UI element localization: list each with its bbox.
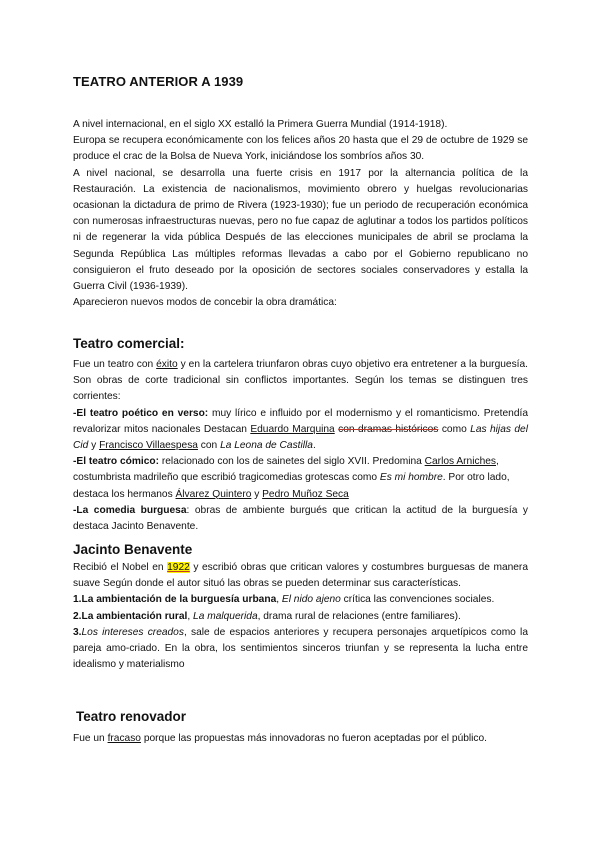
struck-text: con dramas históricos <box>338 423 439 435</box>
underlined-word: éxito <box>156 359 178 370</box>
intro-paragraph: A nivel nacional, se desarrolla una fuerte crisis en 1917 por la alternancia política de la Restauración. La existencia de nacionalismos, movimiento obrero y huelgas revolucionarias ocasionan la dictadura de primo de Rivera (1923-1930); fue un periodo de recuperación económica con numerosas infraestructuras nuevas, pero no fue capaz de aglutinar a todos los partidos políticos ni de regenerar la vida pública Después de las elecciones municipales de abril se proclama la Segunda República Las múltiples reformas llevadas a cabo por el Gobierno republicano no consiguieron el fruto deseado por la oposición de sectores sociales conservadores y estalla la Guerra Civil (1936-1939). <box>73 167 528 293</box>
text-run: . <box>312 440 316 452</box>
underlined-word: fracaso <box>107 733 141 744</box>
burguesa-paragraph <box>73 503 528 535</box>
item-label: 3. <box>73 626 82 638</box>
text-run: y en la cartelera triunfaron obras cuyo objetivo era entretener a la burguesía. Son obras de corte tradicional sin conflictos importantes. Según los temas se distinguen tres corrientes: <box>73 359 528 403</box>
section-heading-comercial: Teatro comercial: <box>73 336 185 351</box>
text-run: y escribió obras que critican valores y costumbres burguesas de manera suave Según donde el autor situó las obras se pueden determinar sus características. <box>73 562 528 590</box>
jacinto-item-3 <box>73 625 528 674</box>
text-run: Fue un <box>73 733 108 744</box>
author-seca: Pedro Muñoz Seca <box>262 488 349 500</box>
renovador-paragraph <box>73 731 528 747</box>
renovador-section <box>73 731 528 747</box>
text-run: , costumbrista madrileño que escribió tragicomedias grotescas como <box>73 456 499 484</box>
work-title: La Leona de Castilla <box>220 440 313 452</box>
highlighted-year: 1922 <box>167 562 190 573</box>
text-run: Recibió el Nobel en <box>73 562 168 573</box>
text-run: relacionado con los de sainetes del siglo XVII. Predomina <box>159 456 425 468</box>
work-title: El nido ajeno <box>281 594 341 606</box>
burguesa-label: -La comedia burguesa <box>73 504 187 516</box>
page-title: TEATRO ANTERIOR A 1939 <box>73 74 244 89</box>
intro-section <box>73 117 528 311</box>
work-title: La malquerida <box>193 610 258 622</box>
work-title: Es mi hombre <box>379 472 443 484</box>
text-run: crítica las convenciones sociales. <box>340 594 495 606</box>
jacinto-item-2 <box>73 609 528 625</box>
jacinto-section <box>73 560 528 673</box>
section-heading-jacinto: Jacinto Benavente <box>73 542 193 557</box>
text-run: . Por otro lado, destaca los hermanos <box>73 472 510 500</box>
text-run: , drama rural de relaciones (entre familiares). <box>257 610 461 622</box>
poetico-paragraph <box>73 406 528 455</box>
work-title: Las hijas del Cid <box>73 423 528 452</box>
jacinto-paragraph <box>73 560 528 592</box>
comercial-section <box>73 357 528 535</box>
comico-label: -El teatro cómico: <box>73 456 160 468</box>
text-run: , sale de espacios anteriores y recupera personajes arquetípicos como la pareja amo-criado. En la obra, los sentimientos sinceros triunfan y se representa la lucha entre idealismo y materialismo <box>73 626 528 671</box>
text-run: Fue un teatro con <box>73 359 157 370</box>
jacinto-item-1 <box>73 592 528 608</box>
text-run: y <box>88 440 100 452</box>
poetico-label: -El teatro poético en verso: <box>73 407 209 419</box>
text-run: y <box>251 488 263 500</box>
work-title: Los intereses creados <box>81 626 184 638</box>
text-run: porque las propuestas más innovadoras no fueron aceptadas por el público. <box>140 733 488 744</box>
author-marquina: Eduardo Marquina <box>250 423 335 435</box>
text-run: como <box>438 423 471 435</box>
comico-paragraph <box>73 454 528 503</box>
intro-paragraph: A nivel internacional, en el siglo XX estalló la Primera Guerra Mundial (1914-1918). <box>73 119 448 130</box>
text-run: , <box>187 610 194 622</box>
text-run: : obras de ambiente burgués que critican la actitud de la burguesía y destaca Jacinto Benavente. <box>73 504 528 533</box>
intro-paragraph: Aparecieron nuevos modos de concebir la obra dramática: <box>73 297 337 309</box>
comercial-paragraph <box>73 357 528 406</box>
section-heading-renovador: Teatro renovador <box>76 709 187 724</box>
intro-paragraph: Europa se recupera económicamente con los felices años 20 hasta que el 29 de octubre de 1929 se produce el crac de la Bolsa de Nueva York, iniciándose los sombríos años 30. <box>73 135 528 163</box>
text-run: muy lírico e influido por el modernismo y el romanticismo. Pretendía revalorizar mitos nacionales Destacan <box>73 407 528 435</box>
author-villaespesa: Francisco Villaespesa <box>99 440 198 452</box>
text-run: con <box>197 440 221 452</box>
author-arniches: Carlos Arniches <box>424 456 496 468</box>
author-quintero: Álvarez Quintero <box>175 488 252 500</box>
text-run: , <box>276 594 282 606</box>
item-label: 2.La ambientación rural <box>73 610 188 622</box>
item-label: 1.La ambientación de la burguesía urbana <box>73 594 277 606</box>
